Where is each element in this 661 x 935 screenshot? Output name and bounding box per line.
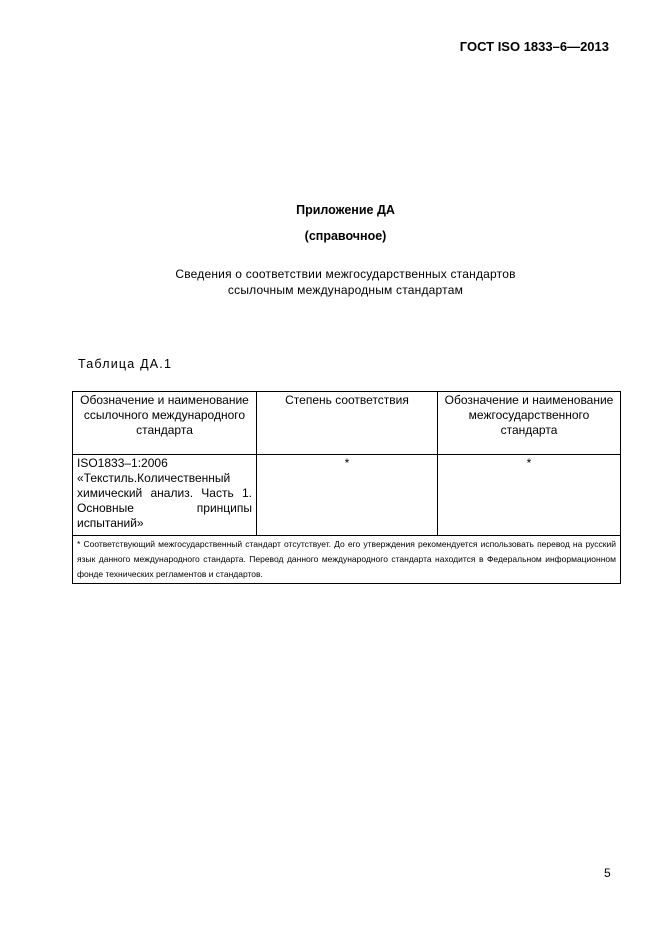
annex-title: Приложение ДА xyxy=(296,203,395,217)
annex-description-line-1: Сведения о соответствии межгосударственных стандартов xyxy=(175,267,516,281)
page-number: 5 xyxy=(604,866,611,880)
correspondence-table xyxy=(72,391,621,584)
annex-description-line-2: ссылочным международным стандартам xyxy=(227,283,464,297)
cell-interstate-standard: * xyxy=(438,455,621,536)
header-reference-standard: Обозначение и наименование ссылочного международного стандарта xyxy=(73,392,257,455)
header-degree-of-correspondence: Степень соответствия xyxy=(257,392,438,455)
table-row xyxy=(73,455,621,536)
annex-status: (справочное) xyxy=(304,229,387,243)
table-header-row xyxy=(73,392,621,455)
cell-reference-standard: ISO1833–1:2006 «Текстиль.Количественный химический анализ. Часть 1. Основные принципы испытаний» xyxy=(73,455,257,536)
header-interstate-standard: Обозначение и наименование межгосударственного стандарта xyxy=(438,392,621,455)
annex-description xyxy=(0,266,661,298)
table-caption: Таблица ДА.1 xyxy=(78,357,173,371)
table-note: * Соответствующий межгосударственный стандарт отсутствует. До его утверждения рекомендуется использовать перевод на русский язык данного международного стандарта. Перевод данного международного стандарта находится в Федеральном информационном фонде технических регламентов и стандартов. xyxy=(73,536,621,584)
cell-degree: * xyxy=(257,455,438,536)
document-header-code: ГОСТ ISO 1833–6—2013 xyxy=(459,39,609,54)
table-note-row xyxy=(73,536,621,584)
